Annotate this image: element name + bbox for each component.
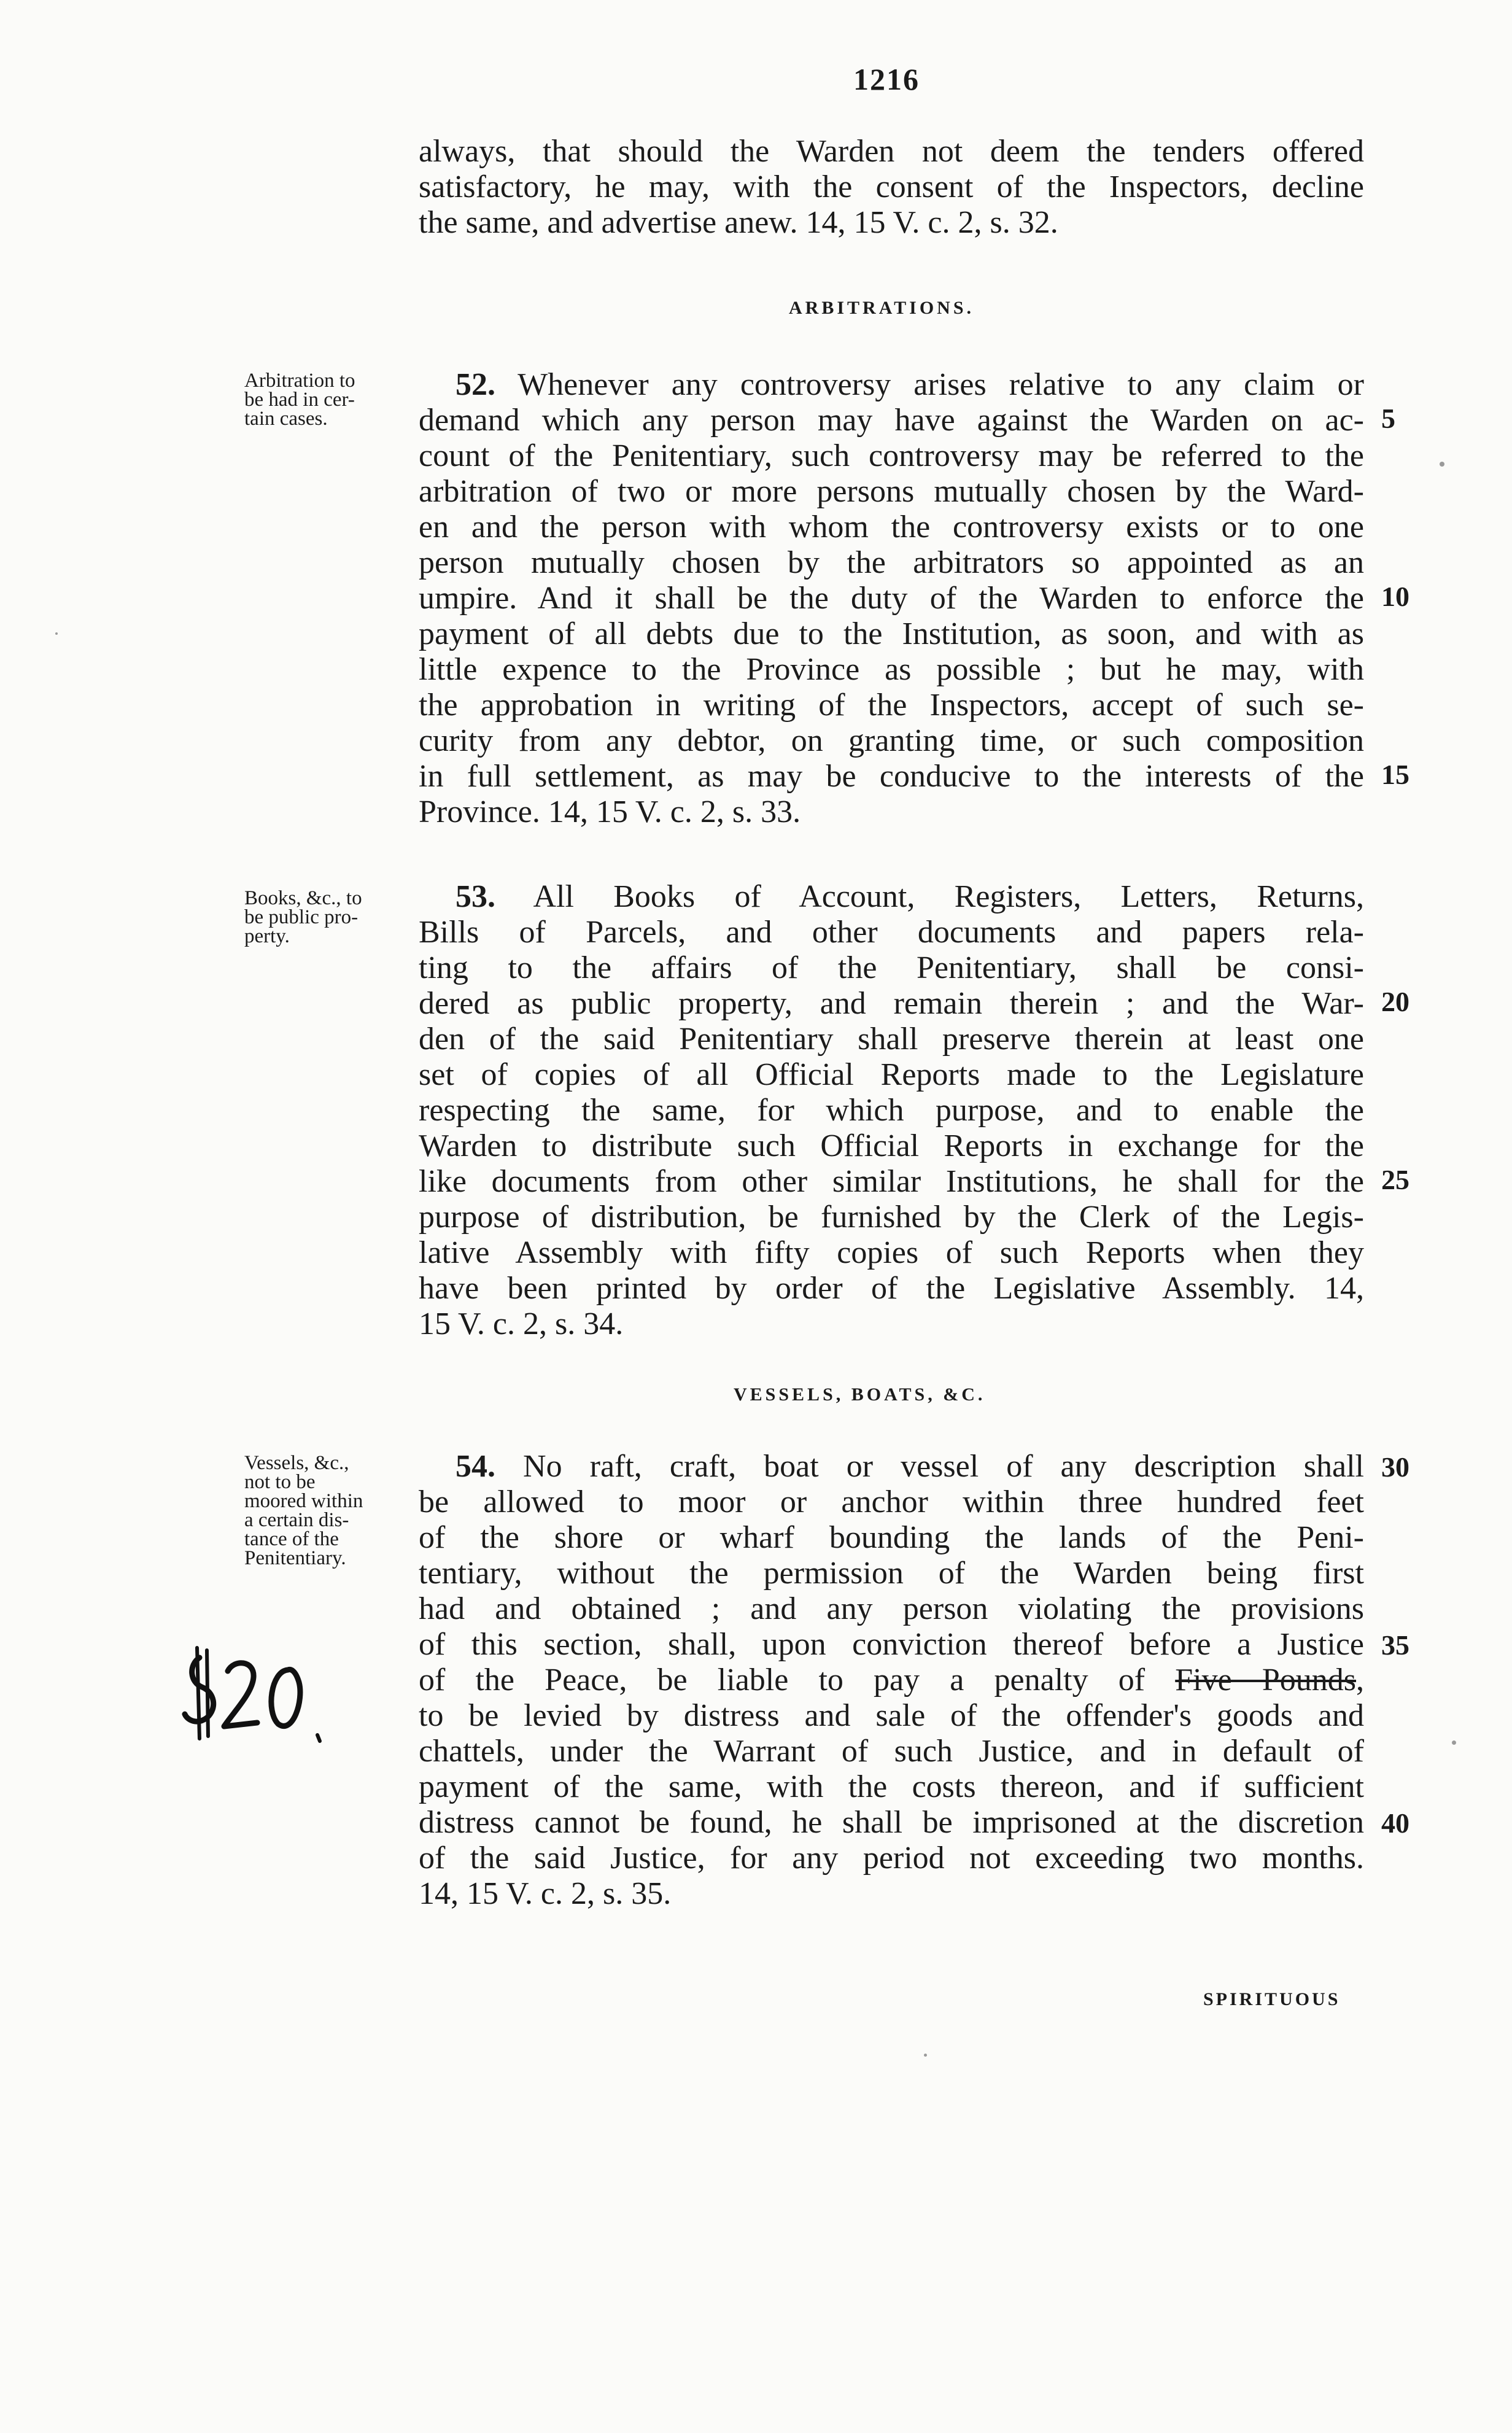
margin-note-line: Arbitration to	[244, 370, 355, 392]
text-line: 15 V. c. 2, s. 34.	[419, 1306, 624, 1341]
text-line: distress cannot be found, he shall be imprisoned at the discretion	[419, 1805, 1364, 1840]
section-heading-arbitrations: ARBITRATIONS.	[789, 298, 974, 318]
text-line: en and the person with whom the controversy exists or to one	[419, 510, 1364, 545]
section-number: 54.	[456, 1449, 495, 1484]
text-line: the approbation in writing of the Inspectors, accept of such se-	[419, 688, 1364, 723]
handwritten-amount-annotation	[175, 1633, 335, 1756]
text-line: tentiary, without the permission of the Warden being first	[419, 1556, 1364, 1591]
text-line: the same, and advertise anew. 14, 15 V. c. 2, s. 32.	[419, 205, 1058, 240]
scan-speck	[55, 632, 58, 635]
line-number: 20	[1381, 986, 1409, 1017]
text-line: to be levied by distress and sale of the offender's goods and	[419, 1698, 1364, 1733]
text-line: dered as public property, and remain therein ; and the War-	[419, 986, 1364, 1021]
margin-note-line: a certain dis-	[244, 1509, 349, 1531]
text-line: respecting the same, for which purpose, and to enable the	[419, 1093, 1364, 1128]
text-line: ting to the affairs of the Penitentiary, shall be consi-	[419, 950, 1364, 985]
line-number: 30	[1381, 1451, 1409, 1483]
line-number: 15	[1381, 759, 1409, 790]
text-line: of the shore or wharf bounding the lands of the Peni-	[419, 1520, 1364, 1555]
text-line: den of the said Penitentiary shall preserve therein at least one	[419, 1022, 1364, 1057]
text-line: umpire. And it shall be the duty of the Warden to enforce the	[419, 581, 1364, 616]
text-line: person mutually chosen by the arbitrators so appointed as an	[419, 545, 1364, 580]
text-line: 14, 15 V. c. 2, s. 35.	[419, 1876, 672, 1911]
page-number: 1216	[853, 62, 920, 96]
margin-note-line: not to be	[244, 1471, 316, 1493]
line-number: 25	[1381, 1164, 1409, 1195]
text-line: count of the Penitentiary, such controversy may be referred to the	[419, 438, 1364, 473]
text-line: arbitration of two or more persons mutually chosen by the Ward-	[419, 474, 1364, 509]
text-line: of the said Justice, for any period not exceeding two months.	[419, 1841, 1364, 1876]
text-line: purpose of distribution, be furnished by the Clerk of the Legis-	[419, 1200, 1364, 1235]
section-heading-vessels: VESSELS, BOATS, &C.	[734, 1384, 986, 1405]
section-number: 52.	[456, 367, 495, 402]
margin-note-books	[244, 889, 411, 946]
text-line: Bills of Parcels, and other documents and papers rela-	[419, 915, 1364, 950]
text-line: have been printed by order of the Legislative Assembly. 14,	[419, 1271, 1364, 1306]
text-line: demand which any person may have against the Warden on ac-	[419, 403, 1364, 438]
text-line: payment of the same, with the costs thereon, and if sufficient	[419, 1769, 1364, 1804]
text-line: always, that should the Warden not deem the tenders offered	[419, 134, 1364, 169]
margin-note-line: Vessels, &c.,	[244, 1452, 349, 1474]
text-line: Warden to distribute such Official Reports in exchange for the	[419, 1128, 1364, 1163]
text-line: chattels, under the Warrant of such Justice, and in default of	[419, 1734, 1364, 1769]
line-number: 40	[1381, 1807, 1409, 1839]
text-line: Province. 14, 15 V. c. 2, s. 33.	[419, 794, 801, 829]
section-number: 53.	[456, 879, 495, 914]
text-line: satisfactory, he may, with the consent of the Inspectors, decline	[419, 169, 1364, 204]
margin-note-line: be had in cer-	[244, 389, 355, 411]
line-number: 5	[1381, 403, 1395, 434]
section-53-paragraph	[419, 879, 1364, 1342]
text-line: be allowed to moor or anchor within three hundred feet	[419, 1484, 1364, 1519]
margin-note-vessels	[244, 1454, 411, 1568]
text-line: lative Assembly with fifty copies of such Reports when they	[419, 1235, 1364, 1270]
text-line: had and obtained ; and any person violating the provisions	[419, 1591, 1364, 1626]
text-line: 52. Whenever any controversy arises relative to any claim or	[456, 367, 1364, 402]
text-line: set of copies of all Official Reports made to the Legislature	[419, 1057, 1364, 1092]
struck-out-amount: Five Pounds	[1175, 1663, 1356, 1698]
margin-note-line: perty.	[244, 925, 290, 947]
margin-note-line: Books, &c., to	[244, 887, 362, 909]
margin-note-line: tance of the	[244, 1528, 339, 1550]
text-line: payment of all debts due to the Institution, as soon, and with as	[419, 616, 1364, 651]
text-line-with-strikethrough: of the Peace, be liable to pay a penalty of Five Pounds,	[419, 1663, 1364, 1698]
catchword: SPIRITUOUS	[1203, 1989, 1341, 2009]
text-line: curity from any debtor, on granting time, or such composition	[419, 723, 1364, 758]
text-line: of this section, shall, upon conviction thereof before a Justice	[419, 1627, 1364, 1662]
scan-speck	[924, 2054, 927, 2057]
margin-note-line: Penitentiary.	[244, 1547, 346, 1569]
section-52-paragraph	[419, 367, 1364, 830]
text-line: in full settlement, as may be conducive to the interests of the	[419, 759, 1364, 794]
scan-speck	[1452, 1740, 1456, 1745]
line-number: 35	[1381, 1629, 1409, 1661]
text-line: little expence to the Province as possible ; but he may, with	[419, 652, 1364, 687]
margin-note-arbitration	[244, 371, 411, 429]
text-line: 54. No raft, craft, boat or vessel of any description shall	[456, 1449, 1364, 1484]
margin-note-line: be public pro-	[244, 906, 359, 928]
scan-speck	[1440, 462, 1444, 467]
line-number: 10	[1381, 581, 1409, 612]
continuation-paragraph	[419, 134, 1364, 241]
text-line: 53. All Books of Account, Registers, Letters, Returns,	[456, 879, 1364, 914]
text-line: like documents from other similar Institutions, he shall for the	[419, 1164, 1364, 1199]
section-54-paragraph	[419, 1449, 1364, 1912]
margin-note-line: tain cases.	[244, 408, 328, 430]
margin-note-line: moored within	[244, 1490, 363, 1512]
